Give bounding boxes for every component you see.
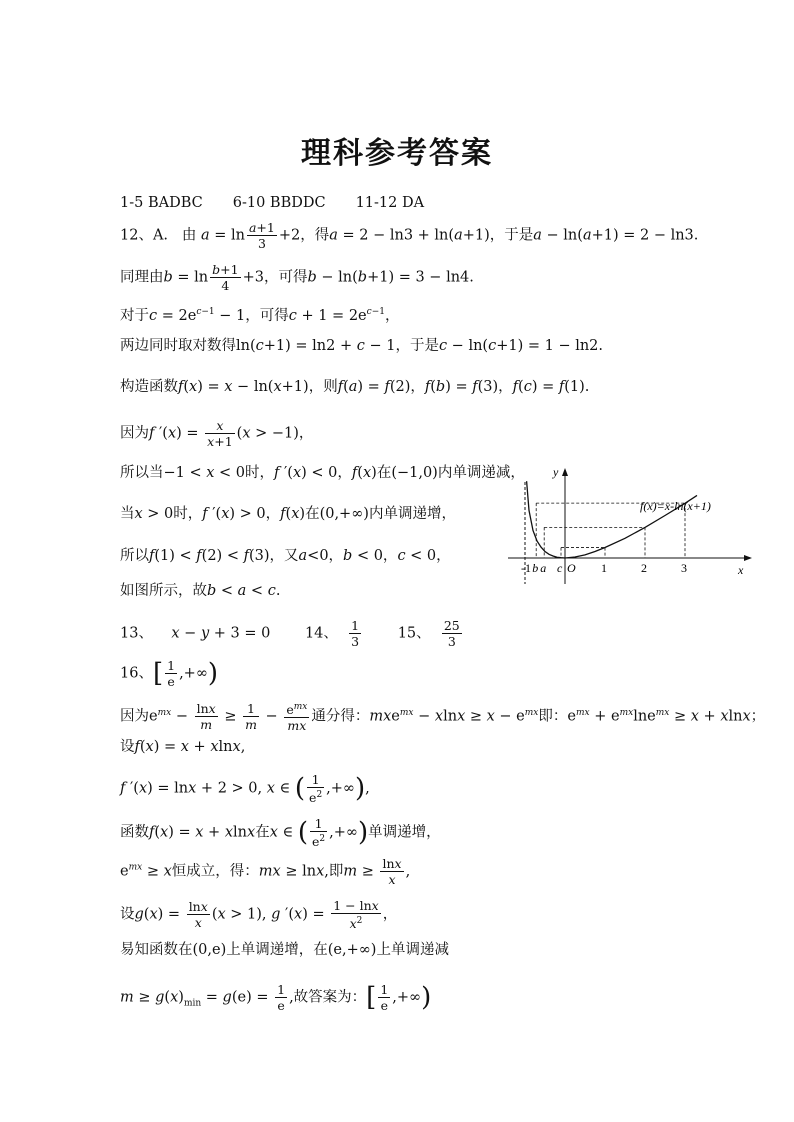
- q12-text: 构造函数: [120, 379, 178, 395]
- q12-text: 在: [305, 506, 320, 522]
- x-tick-label: b: [532, 561, 539, 575]
- function-graph: [500, 462, 760, 592]
- q12-line-9: 所以f(1) < f(2) < f(3)，又a<0，b < 0，c < 0，: [120, 548, 451, 564]
- x-tick-label: 3: [681, 561, 687, 575]
- answers-1-5: 1-5 BADBC: [120, 195, 203, 211]
- q12-text: 所以: [120, 548, 149, 564]
- q12-label: 12、A.: [120, 227, 169, 244]
- q12-text: 所以当: [120, 465, 164, 481]
- q16-text: 上单调递增，在: [226, 942, 328, 958]
- q12-text: ，则: [308, 379, 338, 395]
- q16-label: 16、: [120, 665, 153, 682]
- y-axis-label: y: [553, 465, 559, 479]
- q15-label: 15、: [397, 625, 431, 642]
- q12-line-2: 同理由b = ln $\frac{b+1}{4}$ +3，可得b − ln(b+1) = 3 − ln4.: [120, 262, 474, 293]
- q16-line-7: 易知函数在(0,e)上单调递增，在(e,+∞)上单调递减: [120, 942, 449, 958]
- choice-answers: [120, 193, 424, 213]
- q16-line-6: 设g(x) = $\frac{\ln x}{x}$ (x > 1), g ′(x) = $\frac{1 - \ln x}{x^2}$ ，: [120, 898, 398, 932]
- q14-label: 14、: [304, 625, 338, 642]
- q12-line-10: 如图所示，故b < a < c.: [120, 583, 281, 599]
- x-tick-label: -1: [521, 561, 531, 575]
- q16-text: 通分得：: [311, 708, 370, 725]
- x-axis-arrow: [744, 555, 752, 561]
- x-tick-label: c: [557, 561, 563, 575]
- y-axis-arrow: [562, 468, 568, 476]
- x-tick-label: 1: [601, 561, 607, 575]
- answers-11-12: 11-12 DA: [355, 195, 425, 211]
- q13-label: 13、: [120, 625, 153, 642]
- q16-text: 即：: [538, 708, 568, 725]
- q12-text: 因为: [120, 425, 149, 442]
- q16-line-2: 设f(x) = x + xlnx,: [120, 739, 246, 755]
- q16-text: 即: [328, 863, 344, 880]
- q13-15-line: 13、 x − y + 3 = 0 14、 $\frac{1}{3}$ 15、 $\frac{25}{3}$: [120, 618, 460, 649]
- q16-line-4: 函数f(x) = x + xlnx在x ∈ ( $\frac{1}{e^2}$ ,+∞)单调递增，: [120, 816, 441, 850]
- q12-line-7: 所以当−1 < x < 0时，f ′(x) < 0，f(x)在(−1,0)内单调递减，: [120, 465, 525, 481]
- q16-line-1: 因为$e^{mx}$ − $\frac{\ln x}{m}$ ≥ $\frac{1}{m}$ − $\frac{e^{mx}}{mx}$ 通分得：$mxe^{mx} - xlnx \ge x - e^{mx}$即：$e^{mx} + e^{mx}\ln e^{mx} \ge x + xlnx$；: [120, 701, 766, 734]
- q16-text: 易知函数在: [120, 942, 193, 958]
- q12-text: ，得: [300, 227, 330, 244]
- q12-text: 对于: [120, 307, 149, 324]
- q12-text: 同理由: [120, 269, 164, 286]
- q12-line-4: 两边同时取对数得ln(c+1) = ln2 + c − 1，于是c − ln(c+1) = 1 − ln2.: [120, 338, 604, 354]
- q12-text: 两边同时取对数得: [120, 338, 236, 354]
- q12-line-5: 构造函数f(x) = x − ln(x+1)，则f(a) = f(2)，f(b) = f(3)，f(c) = f(1).: [120, 379, 590, 395]
- q12-text: 在: [376, 465, 392, 481]
- q12-text: ，可得: [263, 269, 308, 286]
- q12-text: 内单调递减，: [437, 465, 525, 481]
- q12-text: 内单调递增，: [368, 506, 456, 522]
- x-tick-label: 2: [641, 561, 647, 575]
- q16-text: 因为: [120, 708, 149, 725]
- q12-line-3: 对于$c = 2e^{c-1} - 1$，可得$c + 1 = 2e^{c-1}$，: [120, 307, 400, 324]
- q12-text: 时，: [245, 465, 275, 481]
- q16-line-8: $m \ge g(x)_{min} = g(e)$ = $\frac{1}{e}$ ,故答案为：[ $\frac{1}{e}$ ,+∞): [120, 982, 432, 1013]
- q16-text: 故答案为：: [293, 989, 367, 1006]
- series-label: f(x)=x-ln(x+1): [640, 499, 711, 513]
- q12-text: ，于是: [395, 338, 439, 354]
- q16-text: 单调递增，: [368, 824, 441, 841]
- q16-line-3: f ′(x) = lnx + 2 > 0, x ∈ ( $\frac{1}{e^2}$ ,+∞),: [120, 772, 370, 806]
- q16-text: 在: [255, 824, 270, 841]
- q12-text: ，又: [269, 548, 299, 564]
- q16-text: 设: [120, 906, 135, 923]
- q16-text: 恒成立，得：: [171, 863, 259, 880]
- q12-text: ，于是: [489, 227, 534, 244]
- answers-6-10: 6-10 BBDDC: [232, 195, 326, 211]
- q12-line-6: 因为f ′(x) = $\frac{x}{x+1}$ (x > −1)，: [120, 418, 314, 449]
- function-curve: [527, 481, 697, 558]
- q12-text: 如图所示，故: [120, 583, 207, 599]
- q12-text: 时，: [173, 506, 203, 522]
- q12-line-8: 当x > 0时，f ′(x) > 0，f(x)在(0,+∞)内单调递增，: [120, 506, 456, 522]
- x-tick-label: a: [540, 561, 547, 575]
- q12-text: 当: [120, 506, 135, 522]
- q12-line-1: 12、A. 由 a = ln $\frac{a+1}{3}$ +2，得a = 2 − ln3 + ln(a+1)，于是a − ln(a+1) = 2 − ln3.: [120, 220, 699, 251]
- q12-text: ，可得: [245, 307, 289, 324]
- q16-answer-line: 16、[ $\frac{1}{e}$ ,+∞): [120, 658, 219, 689]
- q16-text: 上单调递减: [376, 942, 449, 958]
- x-tick-label: O: [567, 561, 576, 575]
- q16-text: 函数: [120, 824, 149, 841]
- q16-text: 设: [120, 739, 135, 755]
- q16-line-5: $e^{mx} \ge x$恒成立，得：mx ≥ lnx,即m ≥ $\frac{\ln x}{x}$ ,: [120, 856, 411, 887]
- page-title: 理科参考答案: [301, 136, 493, 171]
- q12-text: 由: [181, 227, 197, 244]
- x-axis-label: x: [738, 563, 744, 577]
